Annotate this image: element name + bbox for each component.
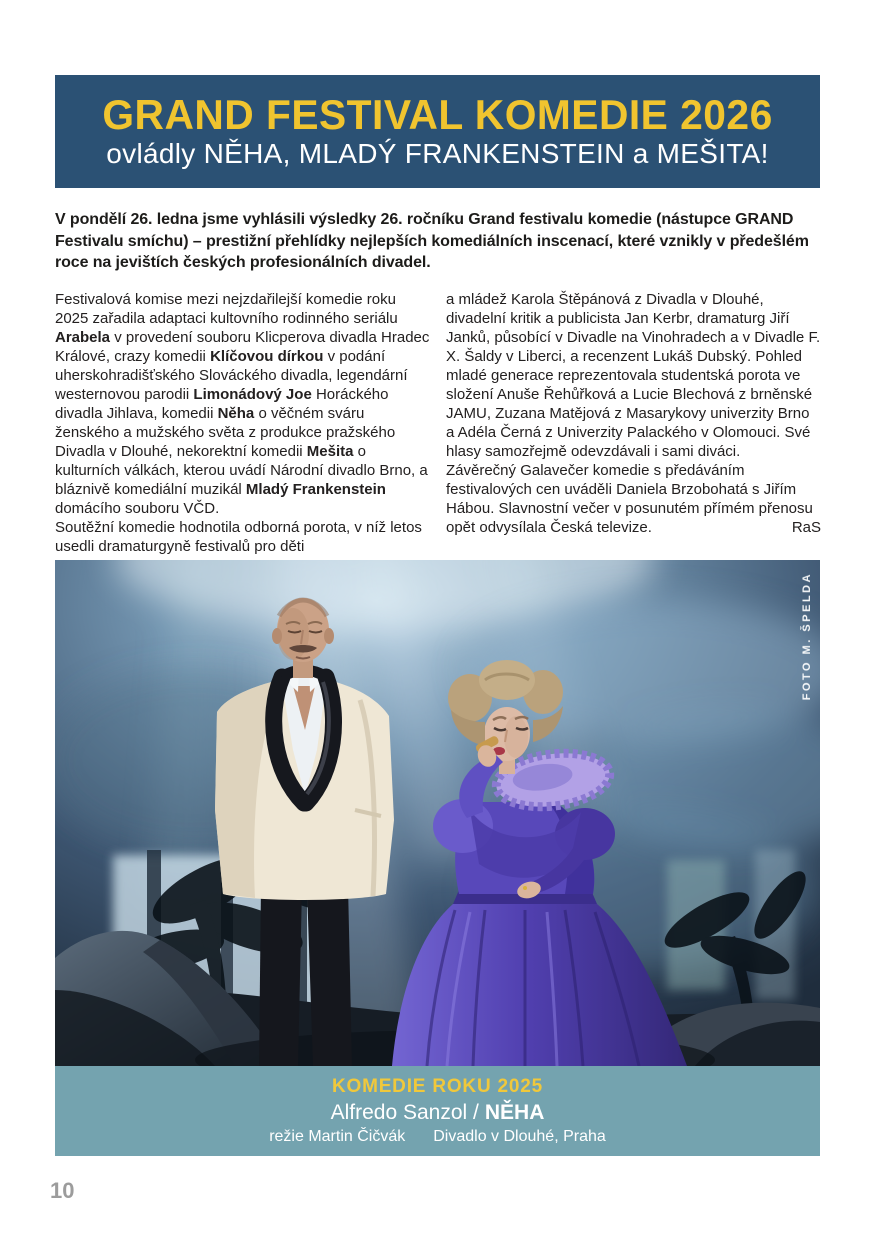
page-number: 10 (50, 1178, 75, 1203)
header-banner (55, 75, 820, 188)
play-author: Alfredo Sanzol / (330, 1101, 479, 1124)
credit-line (269, 1128, 606, 1146)
article-paragraph: Závěrečný Galavečer komedie s předáváním festivalových cen uváděli Daniela Brzobohatá s Jiřím Hábou. Slavnostní večer v posunutém přímém přenosu opět odvysílala Česká televize. RaS (446, 462, 821, 536)
director-credit: režie Martin Čičvák (269, 1128, 406, 1145)
intro-paragraph: V pondělí 26. ledna jsme vyhlásili výsledky 26. ročníku Grand festivalu komedie (nástupce GRAND Festivalu smíchu) – prestižní přehlídky nejlepších komediálních inscenací, které vznikly v předešlém roce na jevištích českých profesionálních divadel. (55, 211, 809, 271)
festival-subtitle: ovládly NĚHA, MLADÝ FRANKENSTEIN a MEŠITA! (106, 137, 769, 169)
stage-photo-illustration (55, 560, 820, 1066)
award-title: KOMEDIE ROKU 2025 (331, 1076, 544, 1097)
play-title: NĚHA (484, 1101, 545, 1124)
article-paragraph: Festivalová komise mezi nejzdařilejší komedie roku 2025 zařadila adaptaci kultovního rodinného seriálu Arabela v provedení souboru Klicperova divadla Hradec Králové, crazy komedii Klíčovou dírkou v podání uherskohradišťského Slováckého divadla, legendární westernovou parodii Limonádový Joe Horáckého divadla Jihlava, komedii Něha o věčném sváru ženského a mužského světa z produkce pražského Divadla v Dlouhé, nekorektní komedii Mešita o kulturních válkách, kterou uvádí Národní divadlo Brno, a bláznivě komediální muzikál Mladý Frankenstein domácího souboru VČD. (55, 291, 430, 517)
article-column-right (446, 290, 821, 556)
article-columns (55, 290, 821, 556)
author-signature: RaS (791, 519, 821, 536)
photo-caption (55, 1066, 820, 1156)
article-paragraph: a mládež Karola Štěpánová z Divadla v Dlouhé, divadelní kritik a publicista Jan Kerbr, dramaturg Jiří Janků, působící v Divadle na Vinohradech a v Divadle F. X. Šaldy v Liberci, a recenzent Lukáš Dubský. Pohled mladé generace reprezentovala studentská porota ve složení Anuše Řehůřková a Lucie Blechová z brněnské JAMU, Zuzana Matějová z Masarykovy univerzity Brno a Adéla Černá z Univerzity Palackého v Olomouci. Své hlasy samozřejmě odevzdávali i sami diváci. (446, 291, 821, 460)
play-title-line (331, 1101, 545, 1125)
photo-credit: FOTO M. ŠPELDA (801, 572, 813, 701)
article-column-left (55, 290, 430, 556)
theatre-credit: Divadlo v Dlouhé, Praha (433, 1128, 606, 1145)
festival-title: GRAND FESTIVAL KOMEDIE 2026 (102, 90, 773, 138)
production-photo (55, 560, 820, 1066)
article-paragraph: Soutěžní komedie hodnotila odborná porota, v níž letos usedli dramaturgyně festivalů pro děti (55, 519, 422, 555)
